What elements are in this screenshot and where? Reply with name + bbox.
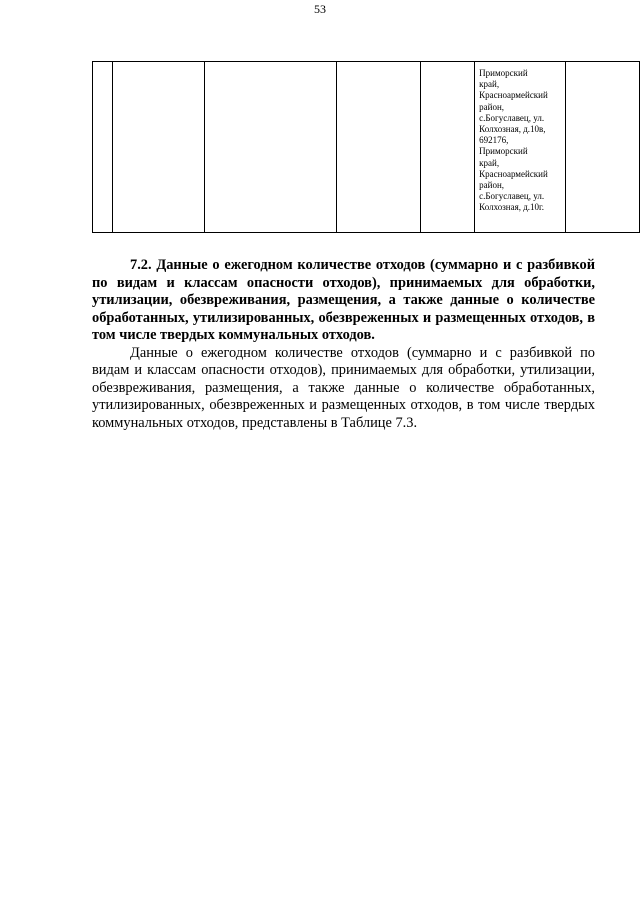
table-continuation — [92, 61, 640, 233]
address-line: 692176, — [479, 135, 509, 146]
address-line: край, — [479, 79, 500, 90]
section-heading: 7.2. Данные о ежегодном количестве отходов (суммарно и с разбивкой по видам и классам опасности отходов), принимаемых для обработки, утилизации, обезвреживания, размещения, а также данные о количестве обработанных, утилизированных, обезвреженных и размещенных отходов, в том числе твердых коммунальных отходов. — [92, 257, 595, 343]
table-cell-empty — [337, 62, 421, 233]
address-line: Красноармейский — [479, 90, 548, 101]
address-line: район, — [479, 101, 505, 112]
address-block — [475, 62, 565, 214]
address-line: с.Богуславец, ул. — [479, 191, 545, 202]
address-line: Приморский — [479, 146, 528, 157]
table-cell-empty — [421, 62, 475, 233]
table-cell-empty — [112, 62, 204, 233]
table-row — [93, 62, 640, 233]
address-line: Колхозная, д.10в, — [479, 124, 546, 135]
table-cell-empty — [204, 62, 337, 233]
address-line: Красноармейский — [479, 168, 548, 179]
table-cell-empty — [93, 62, 113, 233]
section-7-2 — [92, 257, 595, 432]
page-number: 53 — [314, 2, 326, 16]
address-line: район, — [479, 180, 505, 191]
table-cell-empty — [566, 62, 640, 233]
address-line: край, — [479, 157, 500, 168]
table-cell-address — [475, 62, 566, 233]
section-body-paragraph: Данные о ежегодном количестве отходов (суммарно и с разбивкой по видам и классам опасности отходов), принимаемых для обработки, утилизации, обезвреживания, размещения, а также данные о количестве обработанных, утилизированных, обезвреженных и размещенных отходов, в том числе твердых коммунальных отходов, представлены в Таблице 7.3. — [92, 344, 595, 431]
address-line: Колхозная, д.10г. — [479, 202, 544, 213]
address-line: Приморский — [479, 68, 528, 78]
address-line: с.Богуславец, ул. — [479, 112, 545, 123]
